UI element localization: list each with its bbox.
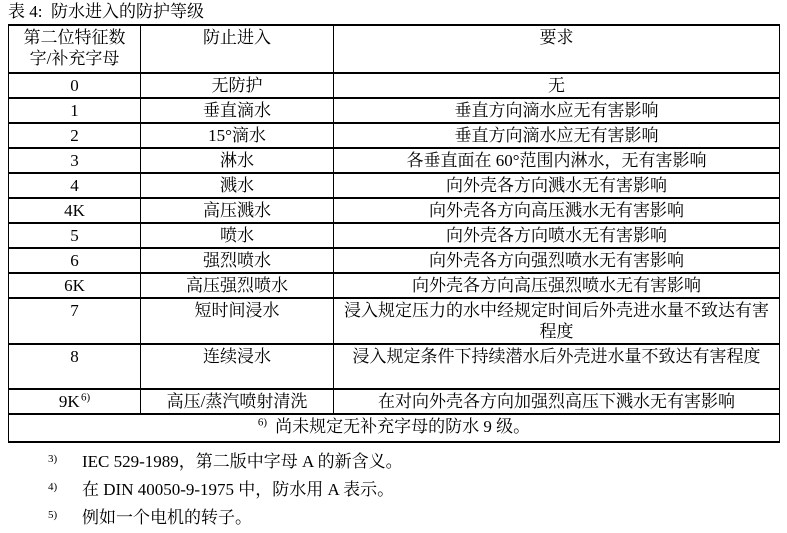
table-row [9, 273, 780, 298]
table-row [9, 173, 780, 198]
row-code: 0 [9, 73, 141, 98]
table-row [9, 298, 780, 344]
row-requirement: 各垂直面在 60°范围内淋水，无有害影响 [334, 148, 780, 173]
row-protection: 高压强烈喷水 [141, 273, 334, 298]
header-protection: 防止进入 [141, 25, 334, 73]
row-code-value: 9K [58, 392, 80, 411]
row-code: 2 [9, 123, 141, 148]
row-requirement: 向外壳各方向喷水无有害影响 [334, 223, 780, 248]
footnote-text: IEC 529-1989，第二版中字母 A 的新含义。 [82, 452, 403, 471]
row-requirement: 向外壳各方向强烈喷水无有害影响 [334, 248, 780, 273]
header-code-label: 第二位特征数字/补充字母 [23, 28, 126, 68]
row-code-footnote-marker: 6) [81, 391, 91, 404]
row-requirement: 浸入规定压力的水中经规定时间后外壳进水量不致达有害程度 [334, 298, 780, 344]
header-requirement: 要求 [334, 25, 780, 73]
footnotes-block [8, 449, 779, 533]
row-code [9, 389, 141, 414]
row-requirement: 向外壳各方向溅水无有害影响 [334, 173, 780, 198]
footnote [48, 505, 779, 533]
row-code: 4 [9, 173, 141, 198]
row-protection: 15°滴水 [141, 123, 334, 148]
table-row [9, 248, 780, 273]
protection-ratings-table [8, 24, 780, 443]
row-requirement: 垂直方向滴水应无有害影响 [334, 98, 780, 123]
footnote-marker: 3) [48, 453, 58, 465]
row-requirement: 向外壳各方向高压强烈喷水无有害影响 [334, 273, 780, 298]
row-protection: 无防护 [141, 73, 334, 98]
row-protection: 喷水 [141, 223, 334, 248]
footnote-text: 在 DIN 40050-9-1975 中，防水用 A 表示。 [82, 480, 395, 499]
row-protection: 强烈喷水 [141, 248, 334, 273]
table-header-row [9, 25, 780, 73]
table-row [9, 148, 780, 173]
header-code [9, 25, 141, 73]
row-code: 6 [9, 248, 141, 273]
row-code: 1 [9, 98, 141, 123]
footnote-marker: 5) [48, 509, 58, 521]
table-footnote-marker: 6) [257, 416, 268, 429]
row-requirement: 无 [334, 73, 780, 98]
row-code: 3 [9, 148, 141, 173]
table-row [9, 389, 780, 414]
table-footnote-row [9, 414, 780, 442]
table-row [9, 73, 780, 98]
row-requirement: 垂直方向滴水应无有害影响 [334, 123, 780, 148]
row-protection: 连续浸水 [141, 344, 334, 389]
footnote [48, 477, 779, 505]
table-footnote [9, 414, 780, 442]
footnote [48, 449, 779, 477]
table-title: 表 4: 防水进入的防护等级 [8, 2, 204, 21]
row-requirement: 在对向外壳各方向加强烈高压下溅水无有害影响 [334, 389, 780, 414]
row-protection: 短时间浸水 [141, 298, 334, 344]
table-footnote-text: 尚未规定无补充字母的防水 9 级。 [275, 417, 531, 436]
row-protection: 高压溅水 [141, 198, 334, 223]
footnote-marker: 4) [48, 481, 58, 493]
row-code: 6K [9, 273, 141, 298]
footnote-text: 例如一个电机的转子。 [82, 508, 252, 527]
row-code: 8 [9, 344, 141, 389]
row-requirement: 向外壳各方向高压溅水无有害影响 [334, 198, 780, 223]
table-row [9, 198, 780, 223]
row-code: 7 [9, 298, 141, 344]
table-row [9, 223, 780, 248]
table-row [9, 98, 780, 123]
row-protection: 高压/蒸汽喷射清洗 [141, 389, 334, 414]
row-protection: 溅水 [141, 173, 334, 198]
row-protection: 垂直滴水 [141, 98, 334, 123]
row-code: 4K [9, 198, 141, 223]
row-protection: 淋水 [141, 148, 334, 173]
row-requirement: 浸入规定条件下持续潜水后外壳进水量不致达有害程度 [334, 344, 780, 389]
row-code: 5 [9, 223, 141, 248]
table-row [9, 344, 780, 389]
table-row [9, 123, 780, 148]
